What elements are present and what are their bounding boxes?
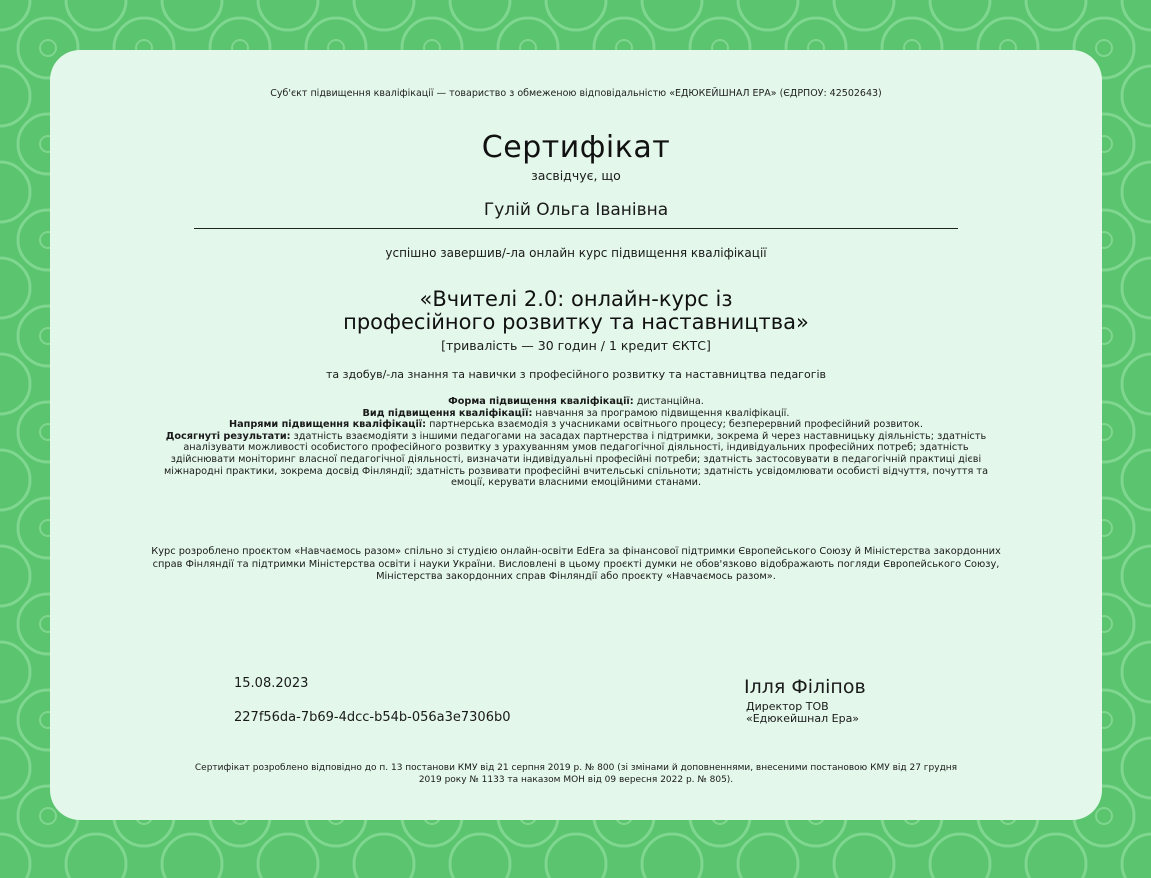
certificate-card — [50, 50, 1102, 820]
funding-disclaimer: Курс розроблено проєктом «Навчаємось разом» спільно зі студією онлайн-освіти EdEra за фінансової підтримки Європейського Союзу й Міністерства закордонних справ Фінляндії та підтримки Міністерства освіти і науки України. Висловлені в цьому проєкті думки не обов'язково відображають погляди Європейського Союзу, Міністерства закордонних справ Фінляндії або проєкту «Навчаємось разом». — [151, 546, 1001, 582]
course-title-line-2: професійного розвитку та наставництва» — [343, 310, 809, 334]
legal-footer: Сертифікат розроблено відповідно до п. 13 постанови КМУ від 21 серпня 2019 р. № 800 (зі змінами й доповненнями, внесеними постановою КМУ від 27 грудня 2019 року № 1133 та наказом МОН від 09 вересня 2022 р. № 805). — [194, 763, 958, 785]
certificate-id: 227f56da-7b69-4dcc-b54b-056a3e7306b0 — [234, 710, 511, 725]
issuer-text: Суб'єкт підвищення кваліфікації — товариство з обмеженою відповідальністю «ЕДЮКЕЙШНАЛ ЕРА» (ЄДРПОУ: 42502643) — [270, 88, 882, 99]
course-title-line-1: «Вчителі 2.0: онлайн-курс із — [419, 287, 733, 311]
signer-title-line-1: Директор ТОВ — [746, 700, 829, 713]
recipient-name: Гулій Ольга Іванівна — [483, 200, 669, 220]
certificate-subtitle: засвідчує, що — [531, 168, 621, 183]
course-duration: [тривалість — 30 годин / 1 кредит ЄКТС] — [441, 338, 711, 353]
gained-skills-text: та здобув/-ла знання та навички з професійного розвитку та наставництва педагогів — [325, 368, 827, 381]
form-label: Форма підвищення кваліфікації: — [448, 396, 634, 407]
directions-label: Напрями підвищення кваліфікації: — [229, 419, 426, 431]
form-value: дистанційна. — [636, 396, 704, 407]
type-row — [150, 408, 1002, 420]
type-value: навчання за програмою підвищення кваліфікації. — [535, 407, 790, 419]
course-title — [50, 288, 1102, 334]
signer-title-line-2: «Едюкейшнал Ера» — [746, 712, 860, 725]
type-label: Вид підвищення кваліфікації: — [362, 407, 533, 419]
form-row — [150, 396, 1002, 408]
recipient-underline — [194, 228, 958, 229]
directions-row — [150, 419, 1002, 431]
signer-name: Ілля Філіпов — [744, 676, 866, 698]
certificate-title: Сертифікат — [481, 130, 671, 165]
results-value: здатність взаємодіяти з іншими педагогами на засадах партнерства і підтримки, зокрема й через наставницьку діяльність; здатність аналізувати можливості особистого професійного розвитку з урахуванням умов педагогічної діяльності, індивідуальних професійних потреб; здатність здійснювати моніторинг власної педагогічної діяльності, визначати індивідуальні професійні потреби; здатність застосовувати в педагогічній практиці дієві міжнародні практики, зокрема досвід Фінляндії; здатність розвивати професійні вчительські спільноти; здатність усвідомлювати особисті відчуття, почуття та емоції, керувати власними емоційними станами. — [163, 430, 989, 489]
completion-text: успішно завершив/-ла онлайн курс підвищення кваліфікації — [385, 246, 767, 260]
issue-date: 15.08.2023 — [234, 676, 309, 691]
results-label: Досягнуті результати: — [165, 430, 291, 442]
results-row — [150, 431, 1002, 489]
signer-title — [746, 701, 859, 725]
directions-value: партнерська взаємодія з учасниками освітнього процесу; безперервний професійний розвиток. — [429, 419, 923, 431]
qualification-details — [150, 396, 1002, 489]
